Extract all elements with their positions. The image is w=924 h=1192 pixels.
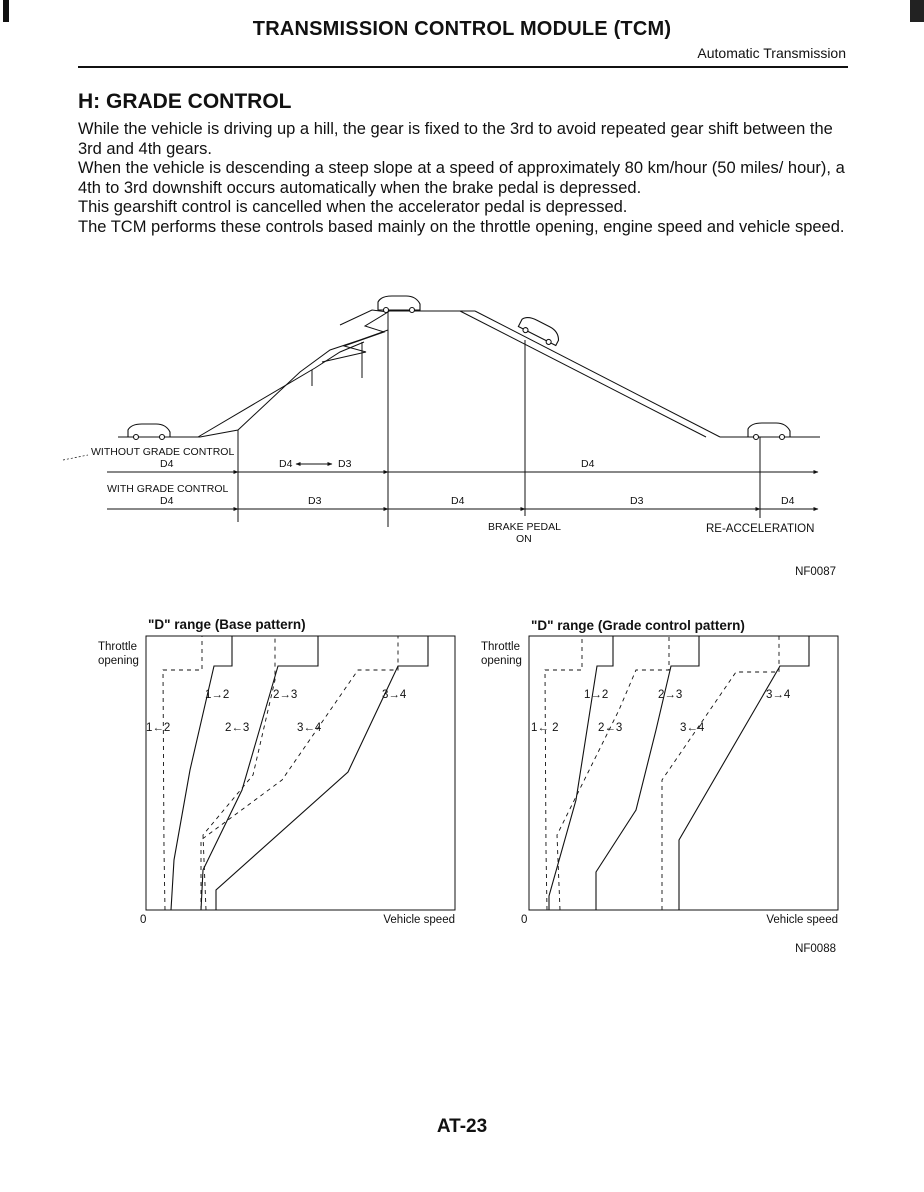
with-d4-mid: D4 [451, 495, 465, 507]
without-d4-arrow-label: D4 [279, 458, 293, 470]
paragraph-1: While the vehicle is driving up a hill, the gear is fixed to the 3rd to avoid repeated gear shift between the 3rd and 4th gears. [78, 120, 833, 158]
downshift-curve-3-4 [201, 636, 398, 910]
with-d3-mid: D3 [308, 495, 322, 507]
without-d4-start: D4 [160, 458, 174, 470]
downshift-label-2-3: 2←3 [598, 722, 623, 734]
with-d3-late: D3 [630, 495, 644, 507]
upshift-curve-2-3 [596, 636, 699, 910]
x-axis-label: Vehicle speed [383, 914, 455, 926]
upshift-label-3-4: 3→4 [382, 689, 407, 701]
figure-id-nf0087: NF0087 [795, 566, 836, 578]
section-title: H: GRADE CONTROL [78, 90, 292, 113]
y-axis-label-2: opening [98, 655, 139, 667]
downshift-curve-1-2 [545, 636, 582, 910]
pointer-line [63, 455, 88, 460]
brake-pedal-on-label: ON [516, 533, 532, 545]
chart-title-grade: "D" range (Grade control pattern) [531, 618, 745, 633]
plot-frame [146, 636, 455, 910]
without-d4-end: D4 [581, 458, 595, 470]
downshift-label-3-4: 3←4 [297, 722, 322, 734]
upshift-label-1-2: 1→2 [584, 689, 609, 701]
car-icon [128, 424, 170, 440]
downshift-label-1-2: 1← 2 [531, 722, 559, 734]
upshift-label-3-4: 3→4 [766, 689, 791, 701]
upshift-curve-2-3 [201, 636, 318, 910]
upshift-label-2-3: 2→3 [658, 689, 683, 701]
upshift-label-1-2: 1→2 [205, 689, 230, 701]
page-title: TRANSMISSION CONTROL MODULE (TCM) [252, 18, 672, 40]
car-icon [378, 296, 420, 313]
page-number: AT-23 [436, 1116, 488, 1137]
re-acceleration-label: RE-ACCELERATION [706, 523, 815, 535]
car-icon [517, 314, 562, 348]
page-subtitle: Automatic Transmission [697, 45, 846, 61]
with-d4-start: D4 [160, 495, 174, 507]
without-grade-control-label: WITHOUT GRADE CONTROL [91, 446, 235, 458]
y-axis-label-1: Throttle [481, 641, 520, 653]
shift-pattern-charts [0, 600, 924, 980]
upshift-curve-1-2 [171, 636, 232, 910]
origin-label: 0 [140, 914, 147, 926]
brake-pedal-label: BRAKE PEDAL [488, 521, 561, 533]
figure-id-nf0088: NF0088 [795, 943, 836, 955]
downshift-label-3-4: 3←4 [680, 722, 705, 734]
chart-title-base: "D" range (Base pattern) [148, 617, 306, 632]
grade-control-pattern-chart [481, 618, 838, 926]
downshift-curve-1-2 [163, 636, 202, 910]
with-grade-control-label: WITH GRADE CONTROL [107, 483, 229, 495]
x-axis-label: Vehicle speed [766, 914, 838, 926]
y-axis-label-2: opening [481, 655, 522, 667]
paragraph-4: The TCM performs these controls based mainly on the throttle opening, engine speed and vehicle speed. [78, 217, 845, 236]
downshift-label-2-3: 2←3 [225, 722, 250, 734]
without-d3-arrow-label: D3 [338, 458, 352, 470]
hill-profile [118, 310, 820, 437]
upshift-curve-3-4 [216, 636, 428, 910]
base-pattern-chart [98, 617, 455, 926]
upshift-curve-3-4 [679, 636, 809, 910]
plot-frame [529, 636, 838, 910]
y-axis-label-1: Throttle [98, 641, 137, 653]
downshift-label-1-2: 1←2 [146, 722, 171, 734]
car-icon [748, 423, 790, 440]
paragraph-2: When the vehicle is descending a steep slope at a speed of approximately 80 km/hour (50 miles/ hour), a 4th to 3rd downshift occurs automatically when the brake pedal is depressed. [78, 159, 845, 197]
paragraph-3: This gearshift control is cancelled when the accelerator pedal is depressed. [78, 198, 628, 217]
downshift-curve-2-3 [557, 636, 669, 910]
with-d4-end: D4 [781, 495, 795, 507]
upshift-label-2-3: 2→3 [273, 689, 298, 701]
origin-label: 0 [521, 914, 528, 926]
